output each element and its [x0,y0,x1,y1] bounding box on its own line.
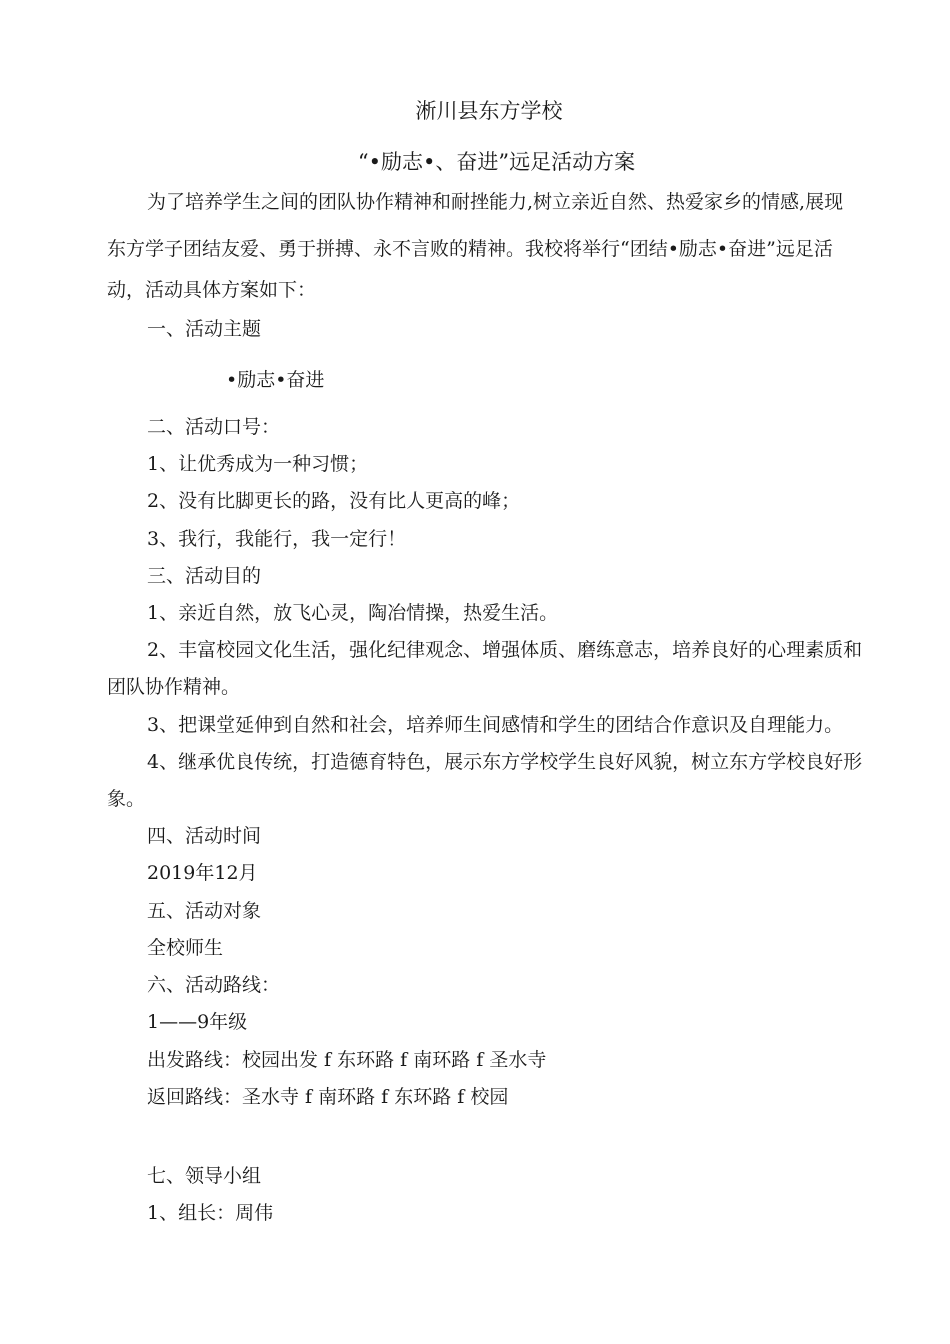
section-3-heading: 三、活动目的 [147,565,262,587]
section-7-heading: 七、领导小组 [147,1165,262,1187]
leader-item-1: 1、组长：周伟 [147,1202,274,1224]
route-return: 返回路线：圣水寺 f 南环路 f 东环路 f 校园 [147,1086,509,1108]
document-title: 淅川县东方学校 [415,99,563,123]
section-4-heading: 四、活动时间 [147,825,262,847]
section-1-theme: •励志•奋进 [226,369,325,391]
purpose-item-2-line-1: 2、丰富校园文化生活，强化纪律观念、增强体质、磨练意志，培养良好的心理素质和 [147,639,863,661]
slogan-item-3: 3、我行，我能行，我一定行！ [147,528,407,550]
section-1-heading: 一、活动主题 [147,318,262,340]
purpose-item-2-line-2: 团队协作精神。 [107,676,241,698]
route-grades: 1——9年级 [147,1011,248,1033]
intro-line-3: 动，活动具体方案如下： [107,279,317,301]
document-subtitle: “•励志•、奋进”远足活动方案 [357,150,636,174]
intro-line-1: 为了培养学生之间的团队协作精神和耐挫能力,树立亲近自然、热爱家乡的情感,展现 [147,191,844,213]
section-5-heading: 五、活动对象 [147,900,262,922]
intro-line-2: 东方学子团结友爱、勇于拼搏、永不言败的精神。我校将举行“团结•励志•奋进”远足活 [107,238,833,260]
purpose-item-1: 1、亲近自然，放飞心灵，陶冶情操，热爱生活。 [147,602,559,624]
purpose-item-4-line-2: 象。 [107,788,146,810]
activity-time: 2019年12月 [147,862,258,884]
slogan-item-1: 1、让优秀成为一种习惯； [147,453,369,475]
section-2-heading: 二、活动口号： [147,416,281,438]
purpose-item-3: 3、把课堂延伸到自然和社会，培养师生间感情和学生的团结合作意识及自理能力。 [147,714,844,736]
activity-participants: 全校师生 [147,937,224,959]
route-departure: 出发路线：校园出发 f 东环路 f 南环路 f 圣水寺 [147,1049,547,1071]
purpose-item-4-line-1: 4、继承优良传统，打造德育特色，展示东方学校学生良好风貌，树立东方学校良好形 [147,751,863,773]
section-6-heading: 六、活动路线： [147,974,281,996]
slogan-item-2: 2、没有比脚更长的路，没有比人更高的峰； [147,490,521,512]
